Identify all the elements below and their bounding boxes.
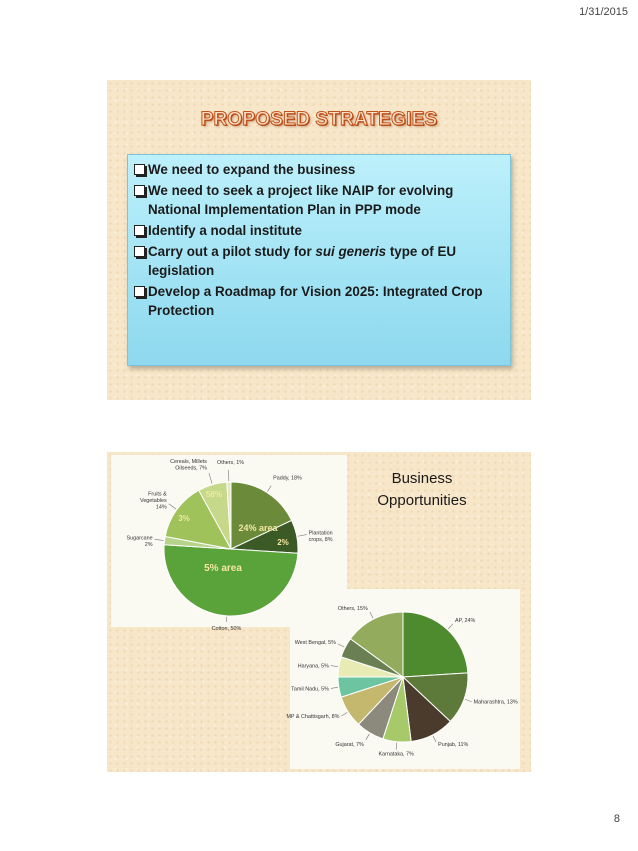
- strategies-box: [127, 154, 511, 366]
- slice-label: Fruits &: [148, 491, 167, 498]
- title-line: Opportunities: [377, 492, 467, 509]
- slice-annotation: 24% area: [238, 523, 278, 533]
- leader-line: [155, 539, 164, 540]
- slice-label: Tamil Nadu, 5%: [291, 686, 329, 693]
- bullet-text: We need to seek a project like NAIP for evolving National Implementation Plan in PPP mode: [148, 183, 454, 217]
- checkbox-bullet-icon: [134, 286, 145, 297]
- bullet-item: [134, 221, 504, 240]
- slice-label: Others, 1%: [217, 460, 245, 467]
- checkbox-bullet-icon: [134, 246, 145, 257]
- slide-proposed-strategies: [107, 80, 531, 400]
- checkbox-bullet-icon: [134, 185, 145, 196]
- slice-label: Others, 15%: [337, 605, 368, 612]
- leader-line: [169, 504, 176, 509]
- slice-label: Plantation: [308, 530, 333, 537]
- leader-line: [209, 473, 212, 484]
- bullet-text: Identify a nodal institute: [148, 223, 302, 238]
- state-share-pie-chart: [286, 589, 520, 769]
- checkbox-bullet-icon: [134, 225, 145, 236]
- slice-label: Sugarcane: [126, 535, 153, 542]
- page-number: 8: [613, 813, 620, 825]
- pie-chart-svg: [286, 589, 520, 769]
- bullet-text-italic: sui generis: [315, 244, 387, 259]
- leader-line: [341, 712, 347, 716]
- leader-line: [448, 624, 453, 629]
- slice-annotation: 5% area: [204, 563, 242, 574]
- slice-label: Punjab, 11%: [438, 742, 469, 749]
- bullet-text: [148, 242, 504, 280]
- slice-label: Oilseeds, 7%: [175, 465, 207, 472]
- leader-line: [267, 486, 271, 492]
- title-line: Business: [391, 470, 453, 487]
- slice-label: 14%: [155, 504, 167, 511]
- leader-line: [396, 743, 397, 750]
- slice-label: Karnataka, 7%: [378, 751, 414, 758]
- slice-label: Haryana, 5%: [297, 663, 329, 670]
- bullet-text: We need to expand the business: [148, 162, 356, 177]
- slice-label: Cotton, 50%: [211, 625, 242, 632]
- bullet-text-part: type of EU legislation: [148, 244, 457, 278]
- slice-label: Paddy, 18%: [273, 475, 302, 482]
- leader-line: [298, 535, 307, 537]
- bullet-item: [134, 242, 504, 280]
- bullet-text-part: Carry out a pilot study for: [148, 244, 316, 259]
- leader-line: [465, 699, 472, 701]
- bullet-item: [134, 181, 504, 219]
- slice-label: MP & Chattisgarh, 8%: [286, 714, 340, 721]
- slice-annotation: 3%: [178, 514, 190, 523]
- slide-title: PROPOSED STRATEGIES: [200, 109, 438, 130]
- leader-line: [433, 736, 436, 742]
- leader-line: [338, 644, 344, 647]
- slice-label: crops, 8%: [308, 537, 333, 544]
- slice-label: Maharashtra, 13%: [473, 699, 518, 706]
- slice-label: Cereals, Millets: [170, 459, 207, 466]
- bullet-text: Develop a Roadmap for Vision 2025: Integrated Crop Protection: [148, 284, 483, 318]
- slice-label: AP, 24%: [454, 617, 476, 624]
- bullet-item: [134, 282, 504, 320]
- slice-annotation: 58%: [205, 490, 223, 499]
- slice-annotation: 2%: [277, 538, 289, 547]
- bullet-item: [134, 160, 504, 179]
- slice-label: Gujarat, 7%: [335, 741, 364, 748]
- leader-line: [370, 612, 373, 618]
- slice-label: West Bengal, 5%: [294, 639, 336, 646]
- leader-line: [331, 687, 338, 688]
- leader-line: [331, 666, 338, 667]
- slide-title: [357, 468, 487, 512]
- slice-label: 2%: [144, 541, 153, 548]
- pie-slice: [164, 545, 298, 616]
- header-date: 1/31/2015: [579, 6, 628, 18]
- checkbox-bullet-icon: [134, 164, 145, 175]
- slice-label: Vegetables: [140, 498, 167, 505]
- slide-business-opportunities: [107, 452, 531, 772]
- leader-line: [366, 734, 370, 740]
